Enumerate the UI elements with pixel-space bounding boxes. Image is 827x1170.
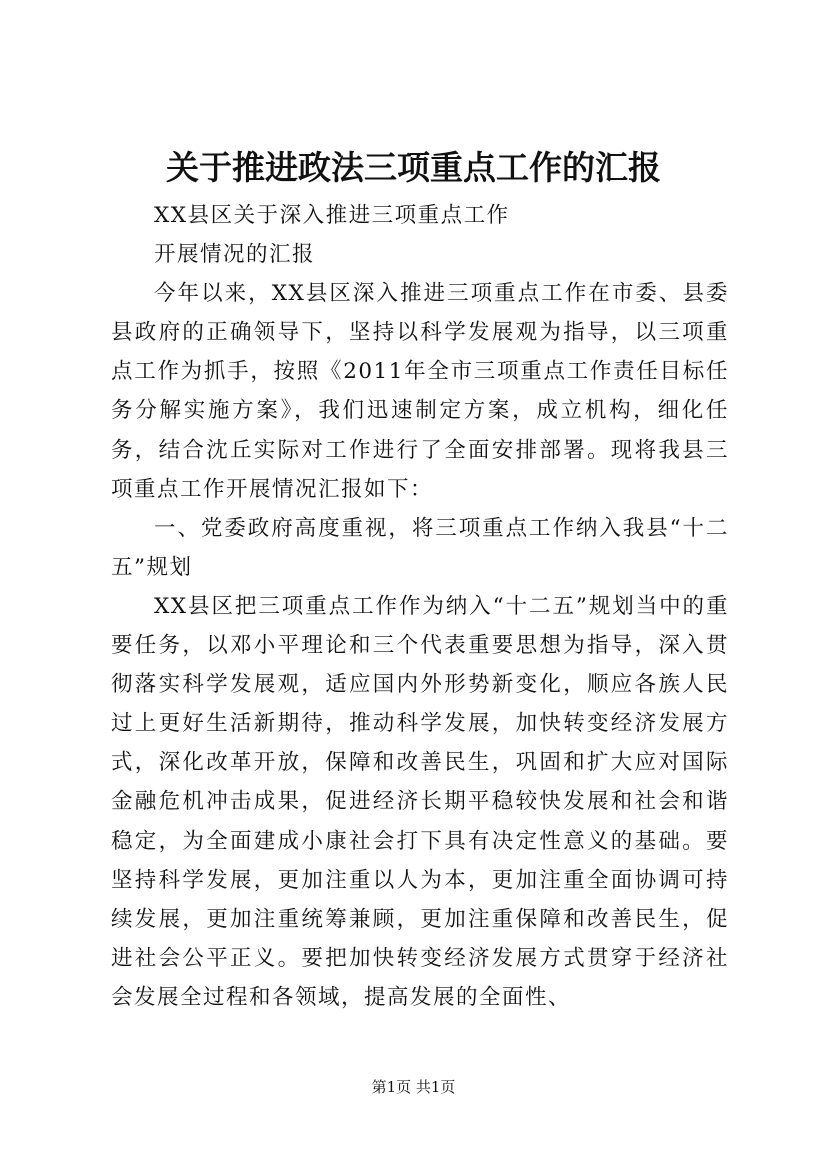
paragraph-intro: 今年以来，XX县区深入推进三项重点工作在市委、县委县政府的正确领导下，坚持以科学发展观为指导，以三项重点工作为抓手，按照《2011年全市三项重点工作责任目标任务分解实施方案》，我们迅速制定方案，成立机构，细化任务，结合沈丘实际对工作进行了全面安排部署。现将我县三项重点工作开展情况汇报如下：: [111, 281, 729, 502]
subtitle-line-1: XX县区关于深入推进三项重点工作: [154, 203, 510, 228]
document-body: [111, 196, 729, 1017]
document-title: 关于推进政法三项重点工作的汇报: [166, 148, 661, 187]
subtitle-line-2: 开展情况的汇报: [154, 242, 316, 268]
paragraph-section-1: XX县区把三项重点工作作为纳入“十二五”规划当中的重要任务，以邓小平理论和三个代表重要思想为指导，深入贯彻落实科学发展观，适应国内外形势新变化，顺应各族人民过上更好生活新期待，推动科学发展，加快转变经济发展方式，深化改革开放，保障和改善民生，巩固和扩大应对国际金融危机冲击成果，促进经济长期平稳较快发展和社会和谐稳定，为全面建成小康社会打下具有决定性意义的基础。要坚持科学发展，更加注重以人为本，更加注重全面协调可持续发展，更加注重统筹兼顾，更加注重保障和改善民生，促进社会公平正义。要把加快转变经济发展方式贯穿于经济社会发展全过程和各领域，提高发展的全面性、: [111, 593, 729, 1010]
page-number-footer: 第1页 共1页: [371, 1078, 456, 1096]
section-heading-1: 一、党委政府高度重视，将三项重点工作纳入我县“十二五”规划: [111, 515, 729, 580]
